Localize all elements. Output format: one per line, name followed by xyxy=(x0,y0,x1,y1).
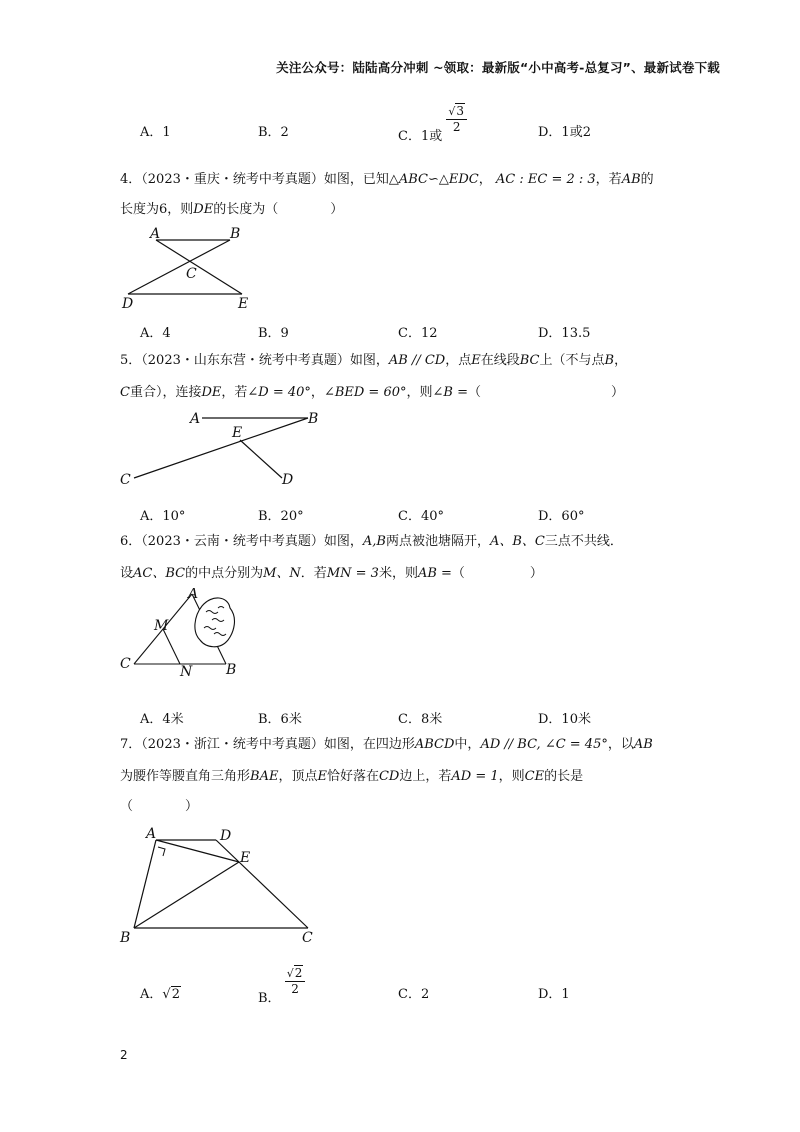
page-header: 关注公众号：陆陆高分冲刺 ~领取：最新版“小中高考-总复习”、最新试卷下载 xyxy=(276,60,720,75)
q4-label-c: C xyxy=(186,266,197,282)
q6-label-c: C xyxy=(120,656,131,672)
q5-label-e: E xyxy=(232,425,243,441)
q6-line2: 设AC、BC的中点分别为M、N．若MN = 3米，则AB =（ ） xyxy=(120,566,543,581)
q6-option-c: C．8米 xyxy=(398,712,443,727)
q4-line1: 4．（2023・重庆・统考中考真题）如图，已知△ABC∽△EDC， AC : EC = 2 : 3，若AB的 xyxy=(120,172,654,187)
q7-label-a: A xyxy=(146,826,157,842)
q7-label-b: B xyxy=(120,930,131,946)
q5-option-c: C．40° xyxy=(398,509,444,524)
q7-option-c: C．2 xyxy=(398,987,430,1002)
q5-option-a: A．10° xyxy=(140,509,186,524)
q6-option-b: B．6米 xyxy=(258,712,302,727)
q7-line1: 7．（2023・浙江・统考中考真题）如图，在四边形ABCD中，AD // BC, ∠C = 45°，以AB xyxy=(120,737,653,752)
q6-label-a: A xyxy=(188,588,199,602)
q4-label-e: E xyxy=(238,296,249,312)
q6-label-b: B xyxy=(226,662,237,678)
q5-line1: 5．（2023・山东东营・统考中考真题）如图，AB // CD，点E在线段BC上（不与点B， xyxy=(120,353,628,368)
q7-option-b-fraction: $\frac{√2}{2}$ xyxy=(285,966,306,996)
q5-label-d: D xyxy=(282,472,294,488)
q5-line2: C重合），连接DE，若∠D = 40°，∠BED = 60°，则∠B =（ ） xyxy=(120,385,625,400)
q5-label-c: C xyxy=(120,472,131,488)
q4-line2: 长度为6，则DE的长度为（ ） xyxy=(120,202,344,217)
q4-option-b: B．9 xyxy=(258,326,289,341)
q4-figure xyxy=(118,226,268,312)
q6-option-a: A．4米 xyxy=(140,712,184,727)
q3-option-d: D．1或2 xyxy=(538,125,591,140)
q6-figure xyxy=(116,588,246,680)
q7-label-d: D xyxy=(220,828,232,844)
q7-option-d: D．1 xyxy=(538,987,570,1002)
q7-label-e: E xyxy=(240,850,251,866)
q4-label-d: D xyxy=(122,296,134,312)
q3-option-a: A．1 xyxy=(140,125,171,140)
q7-figure xyxy=(116,822,326,950)
q3-option-c-fraction: $\frac{√3}{2}$ xyxy=(446,104,467,134)
q6-line1: 6．（2023・云南・统考中考真题）如图，A,B两点被池塘隔开，A、B、C三点不共线． xyxy=(120,534,623,549)
q5-option-d: D．60° xyxy=(538,509,585,524)
q4-label-b: B xyxy=(230,226,241,242)
q6-option-d: D．10米 xyxy=(538,712,591,727)
q7-option-b: B． $\frac{√2}{2}$ xyxy=(258,966,305,996)
q6-label-n: N xyxy=(180,664,193,680)
q5-figure xyxy=(116,406,326,492)
q7-line3: （ ） xyxy=(120,799,199,814)
q4-label-a: A xyxy=(150,226,161,242)
q4-option-c: C．12 xyxy=(398,326,438,341)
q4-option-d: D．13.5 xyxy=(538,326,591,341)
q7-line2: 为腰作等腰直角三角形BAE，顶点E恰好落在CD边上，若AD = 1，则CE的长是 xyxy=(120,769,584,784)
page-number: 2 xyxy=(120,1048,128,1062)
q3-option-b: B．2 xyxy=(258,125,289,140)
q6-label-m: M xyxy=(154,618,169,634)
q3-option-c xyxy=(398,104,467,144)
q3-option-c-prefix: C．1或 xyxy=(398,128,443,144)
q5-label-a: A xyxy=(190,411,201,427)
q5-label-b: B xyxy=(308,411,319,427)
q7-label-c: C xyxy=(302,930,313,946)
q7-option-a: A．√2 xyxy=(140,987,180,1002)
q4-option-a: A．4 xyxy=(140,326,171,341)
q5-option-b: B．20° xyxy=(258,509,304,524)
